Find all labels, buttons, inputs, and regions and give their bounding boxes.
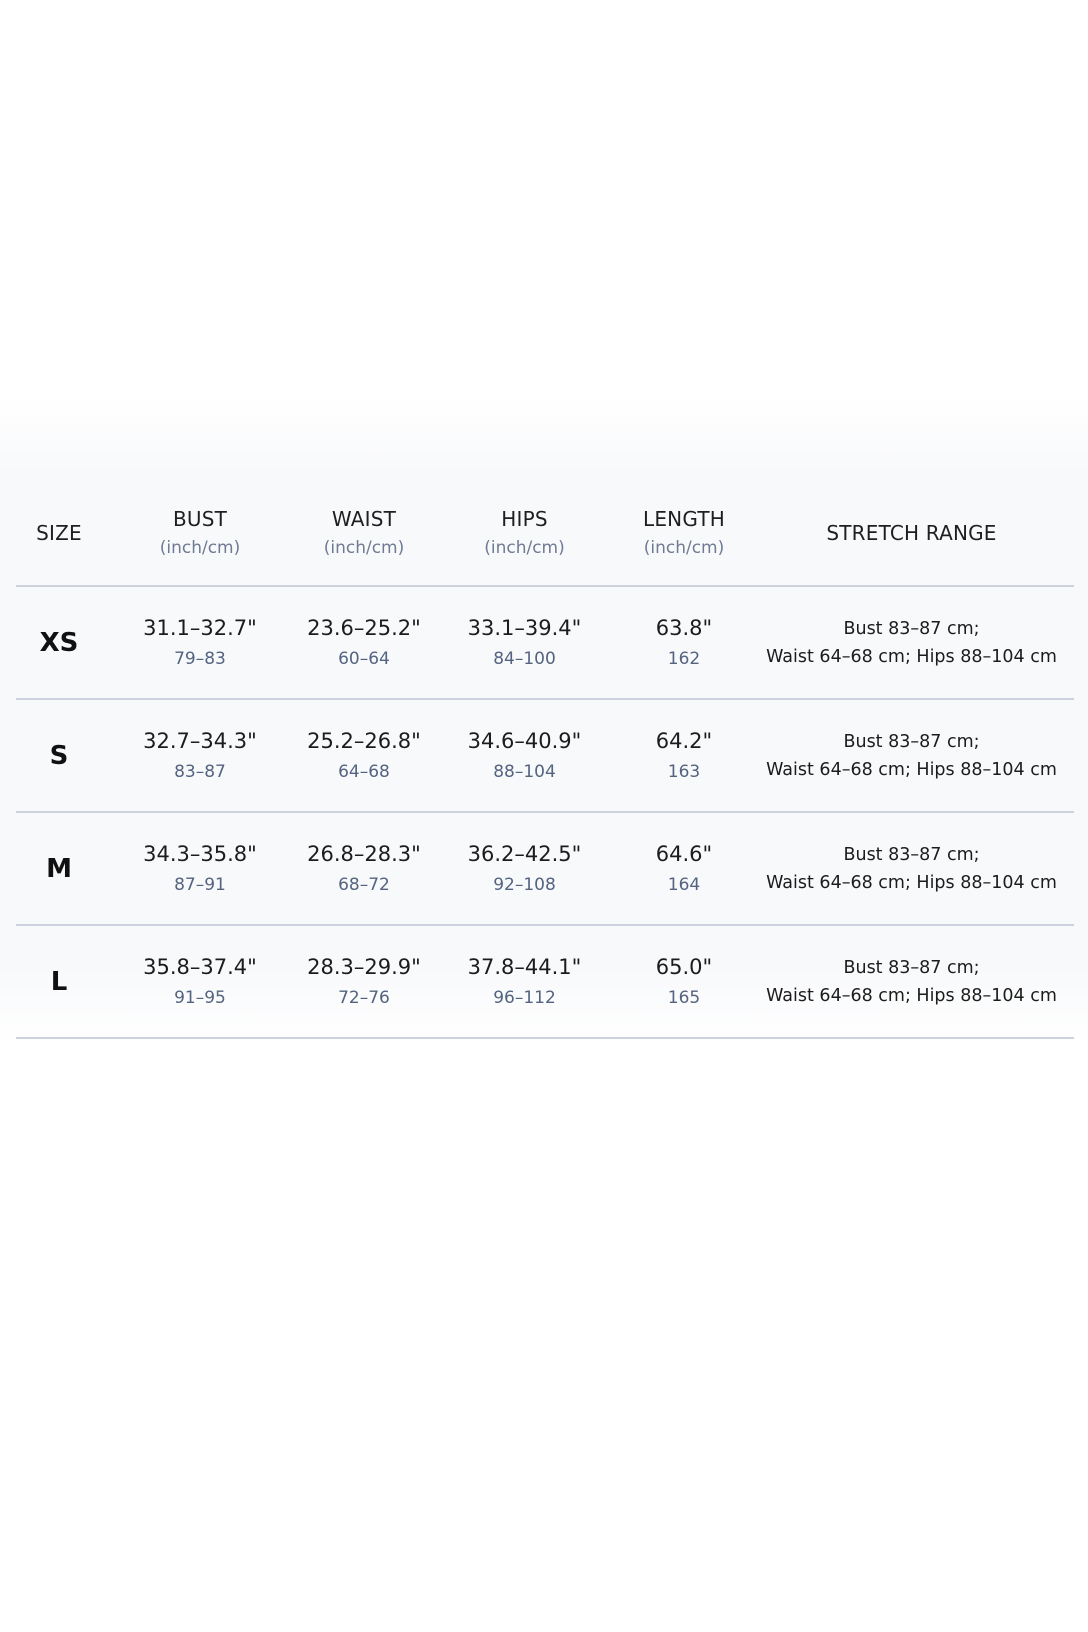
hips-cell [430, 955, 619, 1008]
length-inch: 64.2" [655, 729, 713, 753]
waist-cm: 68–72 [338, 875, 390, 895]
stretch-waist-hips: Waist 64–68 cm; Hips 88–104 cm [766, 872, 1057, 893]
bust-cell [102, 616, 298, 669]
hips-inch: 34.6–40.9" [467, 729, 582, 753]
waist-inch: 26.8–28.3" [307, 842, 421, 866]
size-cell [16, 741, 102, 771]
waist-inch: 23.6–25.2" [307, 616, 421, 640]
hips-cm: 96–112 [493, 988, 556, 1008]
size-chart [0, 395, 1088, 1045]
header-length-unit: (inch/cm) [643, 538, 725, 558]
stretch-cell [749, 615, 1074, 671]
waist-cell [298, 729, 430, 782]
size-label: L [50, 966, 68, 997]
header-waist [298, 507, 430, 558]
length-cm: 163 [667, 762, 701, 782]
header-hips-label: HIPS [501, 507, 548, 531]
hips-inch: 37.8–44.1" [467, 955, 582, 979]
stretch-bust: Bust 83–87 cm; [843, 731, 980, 752]
waist-cell [298, 842, 430, 895]
size-label: M [46, 853, 72, 884]
length-cm: 164 [667, 875, 701, 895]
length-cm: 165 [667, 988, 701, 1008]
table-row [16, 700, 1074, 813]
hips-cell [430, 842, 619, 895]
waist-cell [298, 616, 430, 669]
header-length-label: LENGTH [643, 507, 725, 531]
waist-cm: 64–68 [338, 762, 390, 782]
hips-inch: 36.2–42.5" [467, 842, 582, 866]
stretch-bust: Bust 83–87 cm; [843, 618, 980, 639]
bust-inch: 35.8–37.4" [143, 955, 257, 979]
hips-cm: 92–108 [493, 875, 556, 895]
header-stretch [749, 521, 1074, 545]
size-cell [16, 628, 102, 658]
bust-inch: 34.3–35.8" [143, 842, 257, 866]
waist-cm: 72–76 [338, 988, 390, 1008]
table-header-row [16, 480, 1074, 587]
hips-cell [430, 616, 619, 669]
stretch-cell [749, 728, 1074, 784]
header-hips [430, 507, 619, 558]
stretch-cell [749, 954, 1074, 1010]
size-chart-table [16, 480, 1074, 1039]
stretch-bust: Bust 83–87 cm; [843, 957, 980, 978]
bust-cm: 83–87 [174, 762, 226, 782]
header-size-label: SIZE [36, 520, 82, 545]
length-cm: 162 [667, 649, 701, 669]
stretch-waist-hips: Waist 64–68 cm; Hips 88–104 cm [766, 985, 1057, 1006]
header-bust-label: BUST [172, 507, 228, 531]
bust-cm: 79–83 [174, 649, 226, 669]
bust-inch: 32.7–34.3" [143, 729, 257, 753]
bust-cell [102, 955, 298, 1008]
bust-cm: 87–91 [174, 875, 226, 895]
header-hips-unit: (inch/cm) [484, 538, 565, 558]
table-row [16, 813, 1074, 926]
waist-cm: 60–64 [338, 649, 390, 669]
hips-cell [430, 729, 619, 782]
table-row [16, 926, 1074, 1039]
size-cell [16, 967, 102, 997]
bust-cm: 91–95 [174, 988, 226, 1008]
length-inch: 65.0" [655, 955, 713, 979]
waist-inch: 25.2–26.8" [307, 729, 421, 753]
hips-cm: 88–104 [493, 762, 556, 782]
length-cell [619, 729, 749, 782]
bust-cell [102, 729, 298, 782]
table-row [16, 587, 1074, 700]
header-length [619, 507, 749, 558]
stretch-bust: Bust 83–87 cm; [843, 844, 980, 865]
hips-cm: 84–100 [493, 649, 556, 669]
header-bust-unit: (inch/cm) [159, 538, 241, 558]
stretch-waist-hips: Waist 64–68 cm; Hips 88–104 cm [766, 646, 1057, 667]
length-cell [619, 955, 749, 1008]
waist-cell [298, 955, 430, 1008]
size-label: XS [39, 627, 79, 658]
bust-cell [102, 842, 298, 895]
header-waist-label: WAIST [331, 507, 397, 531]
hips-inch: 33.1–39.4" [467, 616, 582, 640]
length-cell [619, 842, 749, 895]
stretch-waist-hips: Waist 64–68 cm; Hips 88–104 cm [766, 759, 1057, 780]
length-inch: 63.8" [655, 616, 713, 640]
header-stretch-label: STRETCH RANGE [826, 520, 997, 545]
waist-inch: 28.3–29.9" [307, 955, 421, 979]
header-waist-unit: (inch/cm) [323, 538, 405, 558]
header-bust [102, 507, 298, 558]
size-label: S [49, 740, 69, 771]
header-size [16, 521, 102, 545]
size-cell [16, 854, 102, 884]
length-inch: 64.6" [655, 842, 713, 866]
length-cell [619, 616, 749, 669]
stretch-cell [749, 841, 1074, 897]
bust-inch: 31.1–32.7" [143, 616, 257, 640]
